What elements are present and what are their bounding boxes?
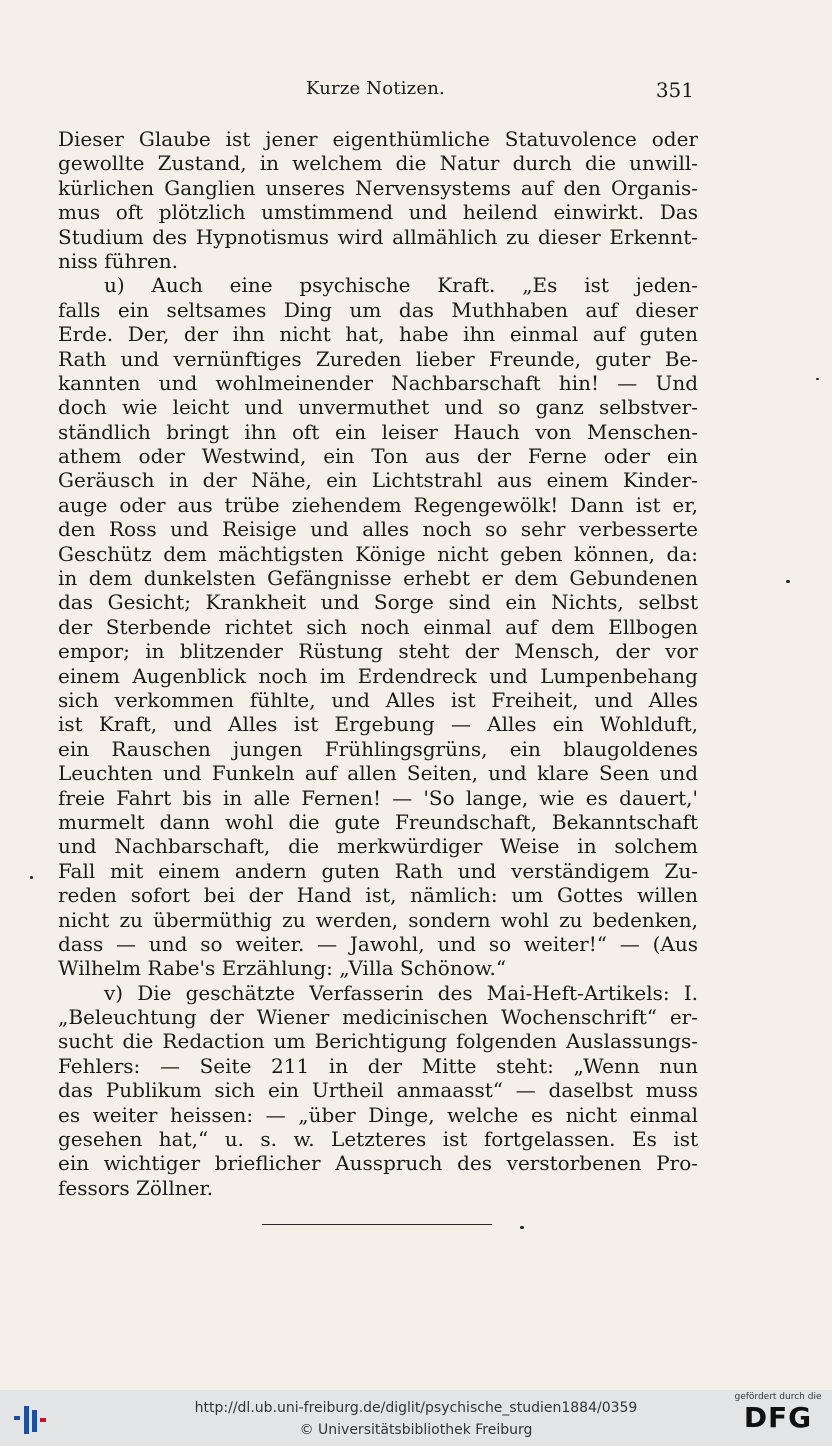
text-line: niss führen. — [58, 248, 178, 273]
text-line: v) Die geschätzte Verfasserin des Mai-Heft-Artikels: I. — [104, 980, 698, 1005]
text-line: falls ein seltsames Ding um das Muthhaben auf dieser — [58, 297, 698, 322]
copyright-text: © Universitätsbibliothek Freiburg — [299, 1422, 533, 1438]
text-line: Leuchten und Funkeln auf allen Seiten, und klare Seen und — [58, 761, 698, 786]
text-line: kürlichen Ganglien unseres Nervensystems auf den Organis- — [58, 175, 698, 200]
text-line: ständlich bringt ihn oft ein leiser Hauch von Menschen- — [58, 419, 698, 444]
text-line: Geschütz dem mächtigsten Könige nicht geben können, da: — [58, 541, 698, 566]
text-line: freie Fahrt bis in alle Fernen! — 'So lange, wie es dauert,' — [58, 785, 698, 810]
footer-bar — [0, 1390, 832, 1446]
text-line: gewollte Zustand, in welchem die Natur durch die unwill- — [58, 151, 698, 176]
text-line: auge oder aus trübe ziehendem Regengewölk! Dann ist er, — [58, 492, 698, 517]
text-line: gesehen hat,“ u. s. w. Letzteres ist fortgelassen. Es ist — [58, 1127, 698, 1152]
text-line: reden sofort bei der Hand ist, nämlich: um Gottes willen — [58, 883, 698, 908]
speck-mark — [786, 580, 790, 583]
text-line: doch wie leicht und unvermuthet und so ganz selbstver- — [58, 395, 698, 420]
text-line: empor; in blitzender Rüstung steht der Mensch, der vor — [58, 639, 698, 664]
text-line: in dem dunkelsten Gefängnisse erhebt er dem Gebundenen — [58, 566, 698, 591]
text-line: „Beleuchtung der Wiener medicinischen Wochenschrift“ er- — [58, 1005, 698, 1030]
speck-mark — [520, 1226, 524, 1229]
text-line: dass — und so weiter. — Jawohl, und so weiter!“ — (Aus — [58, 931, 698, 956]
text-line: kannten und wohlmeinender Nachbarschaft hin! — Und — [58, 370, 698, 395]
text-line: athem oder Westwind, ein Ton aus der Ferne oder ein — [58, 444, 698, 469]
body-text — [58, 127, 698, 1200]
page-number: 351 — [655, 78, 694, 102]
dfg-badge — [732, 1392, 824, 1434]
text-line: ein Rauschen jungen Frühlingsgrüns, ein blaugoldenes — [58, 736, 698, 761]
text-line: murmelt dann wohl die gute Freundschaft, Bekanntschaft — [58, 809, 698, 834]
text-line: ein wichtiger brieflicher Ausspruch des verstorbenen Pro- — [58, 1151, 698, 1176]
text-line: einem Augenblick noch im Erdendreck und Lumpenbehang — [58, 663, 698, 688]
end-rule — [262, 1224, 492, 1225]
text-line: sich verkommen fühlte, und Alles ist Freiheit, und Alles — [58, 687, 698, 712]
text-line: Erde. Der, der ihn nicht hat, habe ihn einmal auf guten — [58, 322, 698, 347]
dfg-logo: DFG — [743, 1401, 813, 1434]
text-line: es weiter heissen: — „über Dinge, welche es nicht einmal — [58, 1102, 698, 1127]
text-line: der Sterbende richtet sich noch einmal auf dem Ellbogen — [58, 614, 698, 639]
text-line: Dieser Glaube ist jener eigenthümliche Statuvolence oder — [58, 127, 698, 151]
speck-mark — [30, 876, 33, 879]
text-line: den Ross und Reisige und alles noch so sehr verbesserte — [58, 517, 698, 542]
text-line: ist Kraft, und Alles ist Ergebung — Alles ein Wohlduft, — [58, 712, 698, 737]
text-line: Rath und vernünftiges Zureden lieber Freunde, guter Be- — [58, 346, 698, 371]
text-line: das Gesicht; Krankheit und Sorge sind ein Nichts, selbst — [58, 590, 698, 615]
running-title: Kurze Notizen. — [306, 78, 445, 99]
text-line: mus oft plötzlich umstimmend und heilend einwirkt. Das — [58, 200, 698, 225]
text-line: das Publikum sich ein Urtheil anmaasst“ — daselbst muss — [58, 1078, 698, 1103]
text-line: u) Auch eine psychische Kraft. „Es ist jeden- — [104, 273, 698, 298]
text-line: Wilhelm Rabe's Erzählung: „Villa Schönow.“ — [58, 956, 507, 981]
text-line: und Nachbarschaft, die merkwürdiger Weise in solchem — [58, 834, 698, 859]
text-line: Fall mit einem andern guten Rath und verständigem Zu- — [58, 858, 698, 883]
source-url-link[interactable]: http://dl.ub.uni-freiburg.de/diglit/psychische_studien1884/0359 — [194, 1400, 638, 1416]
text-line: sucht die Redaction um Berichtigung folgenden Auslassungs- — [58, 1029, 698, 1054]
text-line: nicht zu übermüthig zu werden, sondern wohl zu bedenken, — [58, 907, 698, 932]
text-line: Geräusch in der Nähe, ein Lichtstrahl aus einem Kinder- — [58, 468, 698, 493]
text-line: fessors Zöllner. — [58, 1175, 214, 1200]
text-line: Fehlers: — Seite 211 in der Mitte steht: „Wenn nun — [58, 1053, 698, 1078]
speck-mark — [816, 378, 819, 380]
dfg-caption: gefördert durch die — [734, 1392, 822, 1402]
text-line: Studium des Hypnotismus wird allmählich zu dieser Erkennt- — [58, 224, 698, 249]
